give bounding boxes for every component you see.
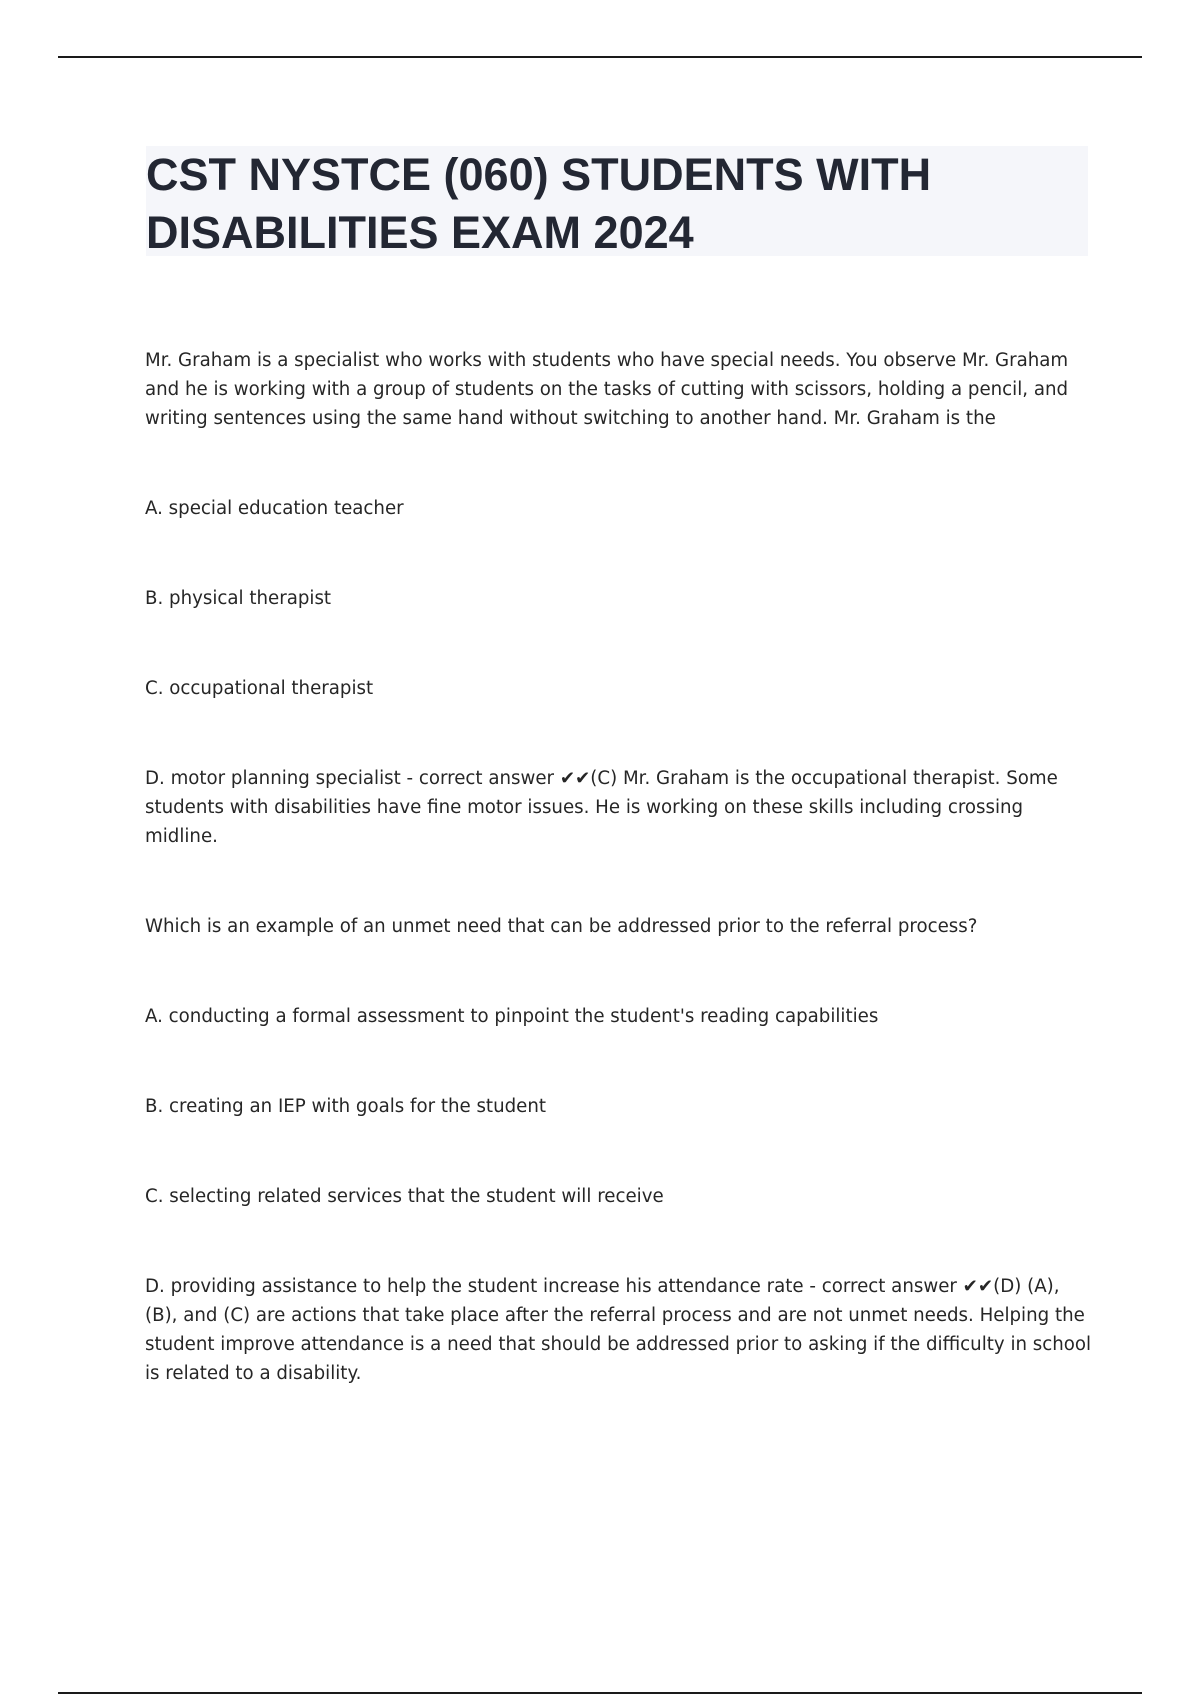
title-block <box>146 146 1088 256</box>
question-1-stem: Mr. Graham is a specialist who works with students who have special needs. You observe Mr. Graham and he is working with a group of students on the tasks of cutting with scissors, holding a pencil, and writing sentences using the same hand without switching to another hand. Mr. Graham is the <box>145 350 1069 429</box>
question-2-option-a: A. conducting a formal assessment to pinpoint the student's reading capabilities <box>145 1006 879 1027</box>
question-1-option-a: A. special education teacher <box>145 498 404 519</box>
question-2-stem: Which is an example of an unmet need that can be addressed prior to the referral process? <box>145 916 978 937</box>
top-divider <box>58 56 1142 58</box>
question-1-option-b: B. physical therapist <box>145 588 332 609</box>
question-1-option-d-answer: D. motor planning specialist - correct answer ✔✔(C) Mr. Graham is the occupational therapist. Some students with disabilities have fine motor issues. He is working on these skills including crossing midline. <box>145 768 1058 847</box>
document-title: CST NYSTCE (060) STUDENTS WITH DISABILITIES EXAM 2024 <box>146 149 932 258</box>
document-body <box>145 346 1095 1388</box>
question-2-option-d-answer: D. providing assistance to help the student increase his attendance rate - correct answer ✔✔(D) (A), (B), and (C) are actions that take place after the referral process and are not unmet needs. Helping the student improve attendance is a need that should be addressed prior to asking if the difficulty in school is related to a disability. <box>145 1276 1092 1384</box>
question-2-option-b: B. creating an IEP with goals for the student <box>145 1096 546 1117</box>
question-1-option-c: C. occupational therapist <box>145 678 374 699</box>
bottom-divider <box>58 1692 1142 1694</box>
question-2-option-c: C. selecting related services that the student will receive <box>145 1186 664 1207</box>
